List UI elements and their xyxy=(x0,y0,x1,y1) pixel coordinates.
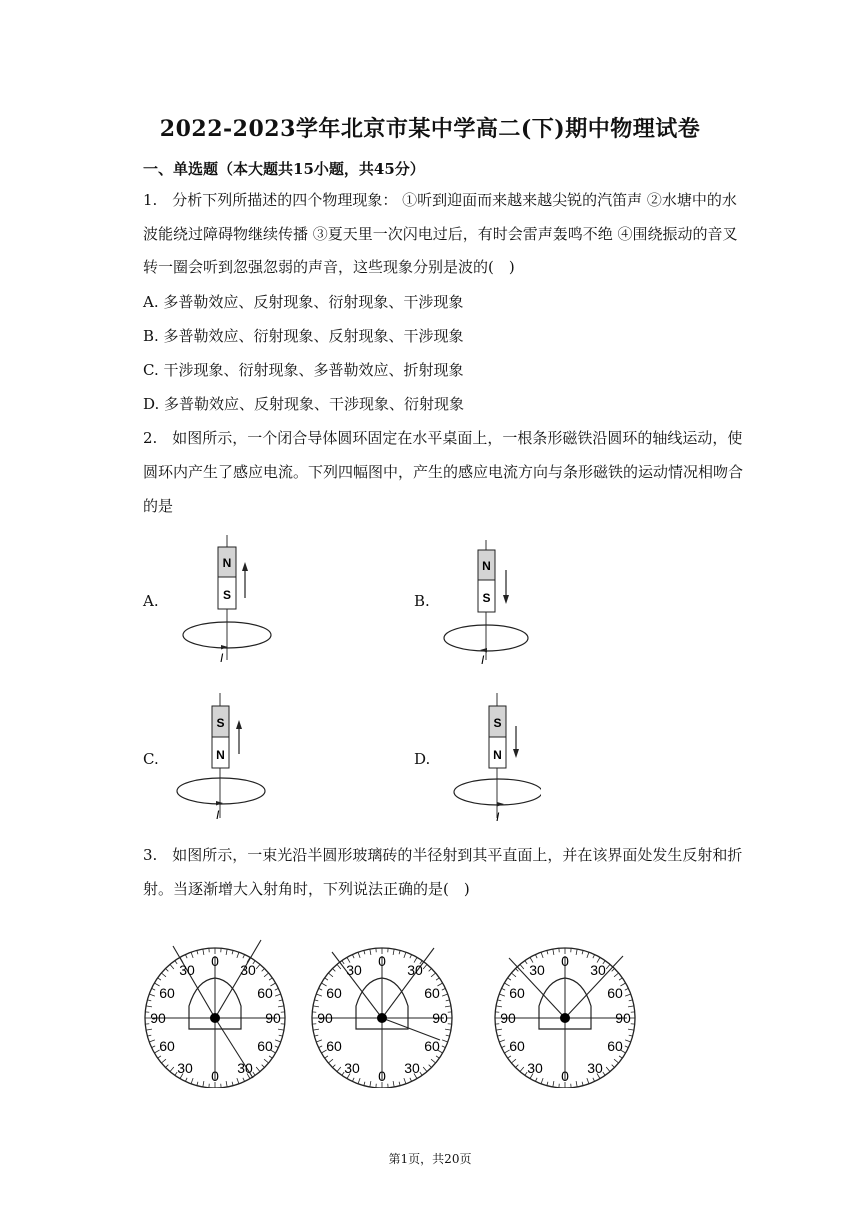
dial-tick xyxy=(253,1072,255,1075)
dial-tick xyxy=(446,1000,450,1001)
dial-tick xyxy=(553,949,554,955)
q1-option-b: B. 多普勒效应、衍射现象、反射现象、干涉现象 xyxy=(143,327,464,345)
dial-tick xyxy=(442,1040,448,1042)
dial-tick xyxy=(496,1029,502,1030)
dial-angle-label: 0 xyxy=(378,953,386,969)
dial-tick xyxy=(237,1078,239,1084)
dial-tick xyxy=(264,1059,269,1063)
dial-tick xyxy=(614,973,619,977)
dial-tick xyxy=(576,1081,577,1087)
dial-tick xyxy=(149,994,155,996)
dial-tick xyxy=(593,1078,595,1082)
dial-tick xyxy=(161,973,166,977)
dial-tick xyxy=(275,994,281,996)
dial-tick xyxy=(364,950,365,954)
dial-angle-label: 60 xyxy=(326,1038,342,1054)
dial-tick xyxy=(520,964,524,969)
dial-angle-label: 90 xyxy=(265,1010,281,1026)
dial-tick xyxy=(243,955,245,959)
dial-tick xyxy=(612,1065,615,1068)
dial-angle-label: 30 xyxy=(346,962,362,978)
figure-c-label: C. xyxy=(143,750,159,768)
dial-tick xyxy=(226,1081,227,1087)
magnet-bottom-pole: N xyxy=(493,748,502,762)
dial-tick xyxy=(502,988,506,990)
dial-tick xyxy=(328,973,333,977)
dial-tick xyxy=(625,994,631,996)
dial-tick xyxy=(269,978,272,980)
dial-tick xyxy=(508,978,511,980)
dial-tick xyxy=(423,1067,427,1072)
dial-tick xyxy=(352,955,354,959)
magnet-figure-d xyxy=(431,688,541,826)
dial-angle-label: 0 xyxy=(561,953,569,969)
dial-tick xyxy=(582,1082,583,1086)
dial-tick xyxy=(497,1000,501,1001)
dial-tick xyxy=(553,1081,554,1087)
dial-tick xyxy=(358,952,360,958)
dial-tick xyxy=(628,1029,634,1030)
dial-tick xyxy=(262,969,265,972)
dial-tick xyxy=(191,1078,193,1084)
dial-tick xyxy=(541,1078,543,1084)
dial-tick xyxy=(420,1072,422,1075)
magnet-top-pole: S xyxy=(493,716,502,730)
magnet-figure-a xyxy=(170,530,280,665)
dial-tick xyxy=(269,1056,272,1058)
dial-tick xyxy=(279,1035,283,1036)
dial-angle-label: 30 xyxy=(590,962,606,978)
dial-tick xyxy=(313,1029,319,1030)
dial-angle-label: 60 xyxy=(257,985,273,1001)
dial-tick xyxy=(508,1056,511,1058)
arrow-up-icon xyxy=(242,562,248,571)
page-title: 2022-2023学年北京市某中学高二(下)期中物理试卷 xyxy=(159,116,701,142)
q3-line-1: 3. 如图所示，一束光沿半圆形玻璃砖的半径射到其平直面上，并在该界面处发生反射和折 xyxy=(143,846,743,864)
dial-tick xyxy=(404,952,406,958)
dial-tick xyxy=(370,949,371,955)
dial-tick xyxy=(606,964,610,969)
dial-angle-label: 60 xyxy=(424,1038,440,1054)
dial-tick xyxy=(191,952,193,958)
dial-tick xyxy=(158,1056,161,1058)
dial-angle-label: 90 xyxy=(500,1010,516,1026)
dial-tick xyxy=(146,1006,152,1007)
q2-line-3: 的是 xyxy=(143,497,174,515)
dial-angle-label: 30 xyxy=(527,1060,543,1076)
dial-tick xyxy=(352,1078,354,1082)
dial-tick xyxy=(511,1059,516,1063)
dial-tick xyxy=(587,1078,589,1084)
dial-angle-label: 30 xyxy=(529,962,545,978)
q1-line-2: 波能绕过障碍物继续传播 ③夏天里一次闪电过后，有时会雷声轰鸣不绝 ④围绕振动的音叉 xyxy=(143,225,738,243)
dial-tick xyxy=(325,1056,328,1058)
dial-tick xyxy=(625,988,629,990)
page-footer: 第1页，共20页 xyxy=(388,1152,472,1166)
dial-tick xyxy=(185,1078,187,1082)
dial-tick xyxy=(333,969,336,972)
dial-tick xyxy=(410,955,412,959)
dial-angle-label: 60 xyxy=(509,1038,525,1054)
dial-tick xyxy=(446,1035,450,1036)
dial-tick xyxy=(399,950,400,954)
dial-angle-label: 60 xyxy=(424,985,440,1001)
dial-tick xyxy=(496,1006,502,1007)
dial-angle-label: 90 xyxy=(150,1010,166,1026)
dial-tick xyxy=(342,961,344,964)
dial-angle-label: 30 xyxy=(404,1060,420,1076)
dial-tick xyxy=(256,1067,260,1072)
dial-angle-label: 60 xyxy=(509,985,525,1001)
section-heading: 一、单选题（本大题共15小题，共45分） xyxy=(143,160,425,178)
dial-tick xyxy=(547,950,548,954)
dial-tick xyxy=(547,1082,548,1086)
dial-tick xyxy=(445,1029,451,1030)
glass-dial-1 xyxy=(140,938,290,1088)
dial-tick xyxy=(262,1065,265,1068)
dial-tick xyxy=(410,1078,412,1082)
dial-angle-label: 60 xyxy=(326,985,342,1001)
magnet-bottom-pole: N xyxy=(216,748,225,762)
dial-tick xyxy=(370,1081,371,1087)
dial-tick xyxy=(256,964,260,969)
dial-tick xyxy=(520,1067,524,1072)
dial-tick xyxy=(152,1046,156,1048)
dial-tick xyxy=(170,1067,174,1072)
dial-angle-label: 30 xyxy=(587,1060,603,1076)
dial-tick xyxy=(325,978,328,980)
q1-line-3: 转一圈会听到忽强忽弱的声音，这些现象分别是波的( ) xyxy=(143,258,515,276)
dial-tick xyxy=(333,1065,336,1068)
dial-tick xyxy=(152,988,156,990)
dial-tick xyxy=(237,952,239,958)
dial-tick xyxy=(525,961,527,964)
dial-tick xyxy=(203,1081,204,1087)
dial-angle-label: 90 xyxy=(615,1010,631,1026)
dial-tick xyxy=(423,964,427,969)
dial-tick xyxy=(278,1029,284,1030)
dial-tick xyxy=(319,1046,323,1048)
dial-tick xyxy=(226,949,227,955)
arrow-down-icon xyxy=(503,595,509,604)
dial-tick xyxy=(442,994,448,996)
dial-tick xyxy=(502,1046,506,1048)
current-arrow-icon xyxy=(497,802,504,807)
dial-tick xyxy=(197,950,198,954)
dial-tick xyxy=(628,1006,634,1007)
dial-tick xyxy=(328,1059,333,1063)
dial-tick xyxy=(629,1000,633,1001)
dial-tick xyxy=(170,964,174,969)
dial-tick xyxy=(149,1040,155,1042)
dial-tick xyxy=(431,973,436,977)
dial-tick xyxy=(393,949,394,955)
figure-b-label: B. xyxy=(414,592,430,610)
dial-tick xyxy=(313,1006,319,1007)
dial-tick xyxy=(337,964,341,969)
current-label: I xyxy=(481,653,485,665)
dial-angle-label: 90 xyxy=(432,1010,448,1026)
dial-tick xyxy=(499,1040,505,1042)
dial-tick xyxy=(541,952,543,958)
dial-angle-label: 90 xyxy=(317,1010,333,1026)
magnet-top-pole: S xyxy=(216,716,225,730)
dial-tick xyxy=(275,988,279,990)
dial-tick xyxy=(603,1072,605,1075)
dial-tick xyxy=(147,1000,151,1001)
dial-angle-label: 30 xyxy=(344,1060,360,1076)
dial-angle-label: 0 xyxy=(561,1068,569,1084)
dial-tick xyxy=(516,969,519,972)
dial-tick xyxy=(275,1046,279,1048)
glass-dial-2 xyxy=(307,938,457,1088)
dial-angle-label: 0 xyxy=(211,953,219,969)
magnet-bottom-pole: S xyxy=(222,588,232,602)
arrow-up-icon xyxy=(236,720,242,729)
dial-tick xyxy=(279,1000,283,1001)
dial-tick xyxy=(314,1000,318,1001)
dial-tick xyxy=(278,1006,284,1007)
dial-tick xyxy=(629,1035,633,1036)
dial-tick xyxy=(166,969,169,972)
dial-tick xyxy=(197,1082,198,1086)
magnet-figure-b xyxy=(431,530,541,665)
dial-tick xyxy=(535,955,537,959)
dial-tick xyxy=(175,961,177,964)
q2-line-1: 2. 如图所示，一个闭合导体圆环固定在水平桌面上，一根条形磁铁沿圆环的轴线运动，使 xyxy=(143,429,743,447)
q1-line-1: 1. 分析下列所描述的四个物理现象： ①听到迎面而来越来越尖锐的汽笛声 ②水塘中的水 xyxy=(143,191,737,209)
dial-tick xyxy=(625,1040,631,1042)
dial-tick xyxy=(399,1082,400,1086)
magnet-bottom-pole: S xyxy=(482,591,491,605)
dial-tick xyxy=(436,978,439,980)
dial-tick xyxy=(535,1078,537,1082)
dial-tick xyxy=(614,1059,619,1063)
dial-tick xyxy=(185,955,187,959)
magnet-top-pole: N xyxy=(222,556,232,570)
dial-tick xyxy=(619,1056,622,1058)
dial-angle-label: 60 xyxy=(607,1038,623,1054)
current-label: I xyxy=(496,810,500,824)
dial-tick xyxy=(576,949,577,955)
current-label: I xyxy=(220,651,224,665)
dial-angle-label: 30 xyxy=(177,1060,193,1076)
dial-tick xyxy=(511,973,516,977)
dial-tick xyxy=(393,1081,394,1087)
dial-tick xyxy=(431,1059,436,1063)
q1-option-a: A. 多普勒效应、反射现象、衍射现象、干涉现象 xyxy=(143,293,464,311)
dial-tick xyxy=(146,1029,152,1030)
dial-tick xyxy=(161,1059,166,1063)
dial-angle-label: 0 xyxy=(378,1068,386,1084)
dial-tick xyxy=(264,973,269,977)
q3-line-2: 射。当逐渐增大入射角时，下列说法正确的是( ) xyxy=(143,880,470,898)
current-arrow-icon xyxy=(480,648,487,653)
dial-angle-label: 60 xyxy=(607,985,623,1001)
dial-tick xyxy=(587,952,589,958)
dial-tick xyxy=(158,978,161,980)
dial-tick xyxy=(275,1040,281,1042)
dial-tick xyxy=(364,1082,365,1086)
dial-tick xyxy=(619,978,622,980)
dial-tick xyxy=(337,1067,341,1072)
dial-tick xyxy=(243,1078,245,1082)
dial-tick xyxy=(166,1065,169,1068)
q2-line-2: 圆环内产生了感应电流。下列四幅图中，产生的感应电流方向与条形磁铁的运动情况相吻合 xyxy=(143,463,744,481)
dial-tick xyxy=(319,988,323,990)
dial-angle-label: 30 xyxy=(237,1060,253,1076)
dial-tick xyxy=(516,1065,519,1068)
magnet-figure-c xyxy=(170,688,280,826)
dial-tick xyxy=(497,1035,501,1036)
dial-tick xyxy=(606,1067,610,1072)
figure-a-label: A. xyxy=(143,592,159,610)
dial-tick xyxy=(429,1065,432,1068)
dial-tick xyxy=(445,1006,451,1007)
dial-tick xyxy=(499,994,505,996)
dial-tick xyxy=(147,1035,151,1036)
dial-tick xyxy=(316,1040,322,1042)
dial-angle-label: 30 xyxy=(407,962,423,978)
dial-tick xyxy=(593,955,595,959)
dial-tick xyxy=(314,1035,318,1036)
dial-tick xyxy=(316,994,322,996)
dial-tick xyxy=(625,1046,629,1048)
dial-tick xyxy=(582,950,583,954)
dial-angle-label: 60 xyxy=(257,1038,273,1054)
dial-angle-label: 30 xyxy=(179,962,195,978)
dial-angle-label: 30 xyxy=(240,962,256,978)
dial-tick xyxy=(232,1082,233,1086)
magnet-top-pole: N xyxy=(482,559,491,573)
dial-tick xyxy=(429,969,432,972)
dial-tick xyxy=(442,1046,446,1048)
figure-d-label: D. xyxy=(414,750,431,768)
current-label: I xyxy=(216,808,220,822)
dial-tick xyxy=(358,1078,360,1084)
q1-option-d: D. 多普勒效应、反射现象、干涉现象、衍射现象 xyxy=(143,395,465,413)
glass-dial-3 xyxy=(490,938,640,1088)
arrow-down-icon xyxy=(513,749,519,758)
dial-tick xyxy=(404,1078,406,1084)
q1-option-c: C. 干涉现象、衍射现象、多普勒效应、折射现象 xyxy=(143,361,464,379)
dial-tick xyxy=(436,1056,439,1058)
dial-angle-label: 60 xyxy=(159,1038,175,1054)
dial-tick xyxy=(612,969,615,972)
dial-tick xyxy=(203,949,204,955)
dial-tick xyxy=(232,950,233,954)
dial-tick xyxy=(442,988,446,990)
dial-angle-label: 60 xyxy=(159,985,175,1001)
dial-angle-label: 0 xyxy=(211,1068,219,1084)
